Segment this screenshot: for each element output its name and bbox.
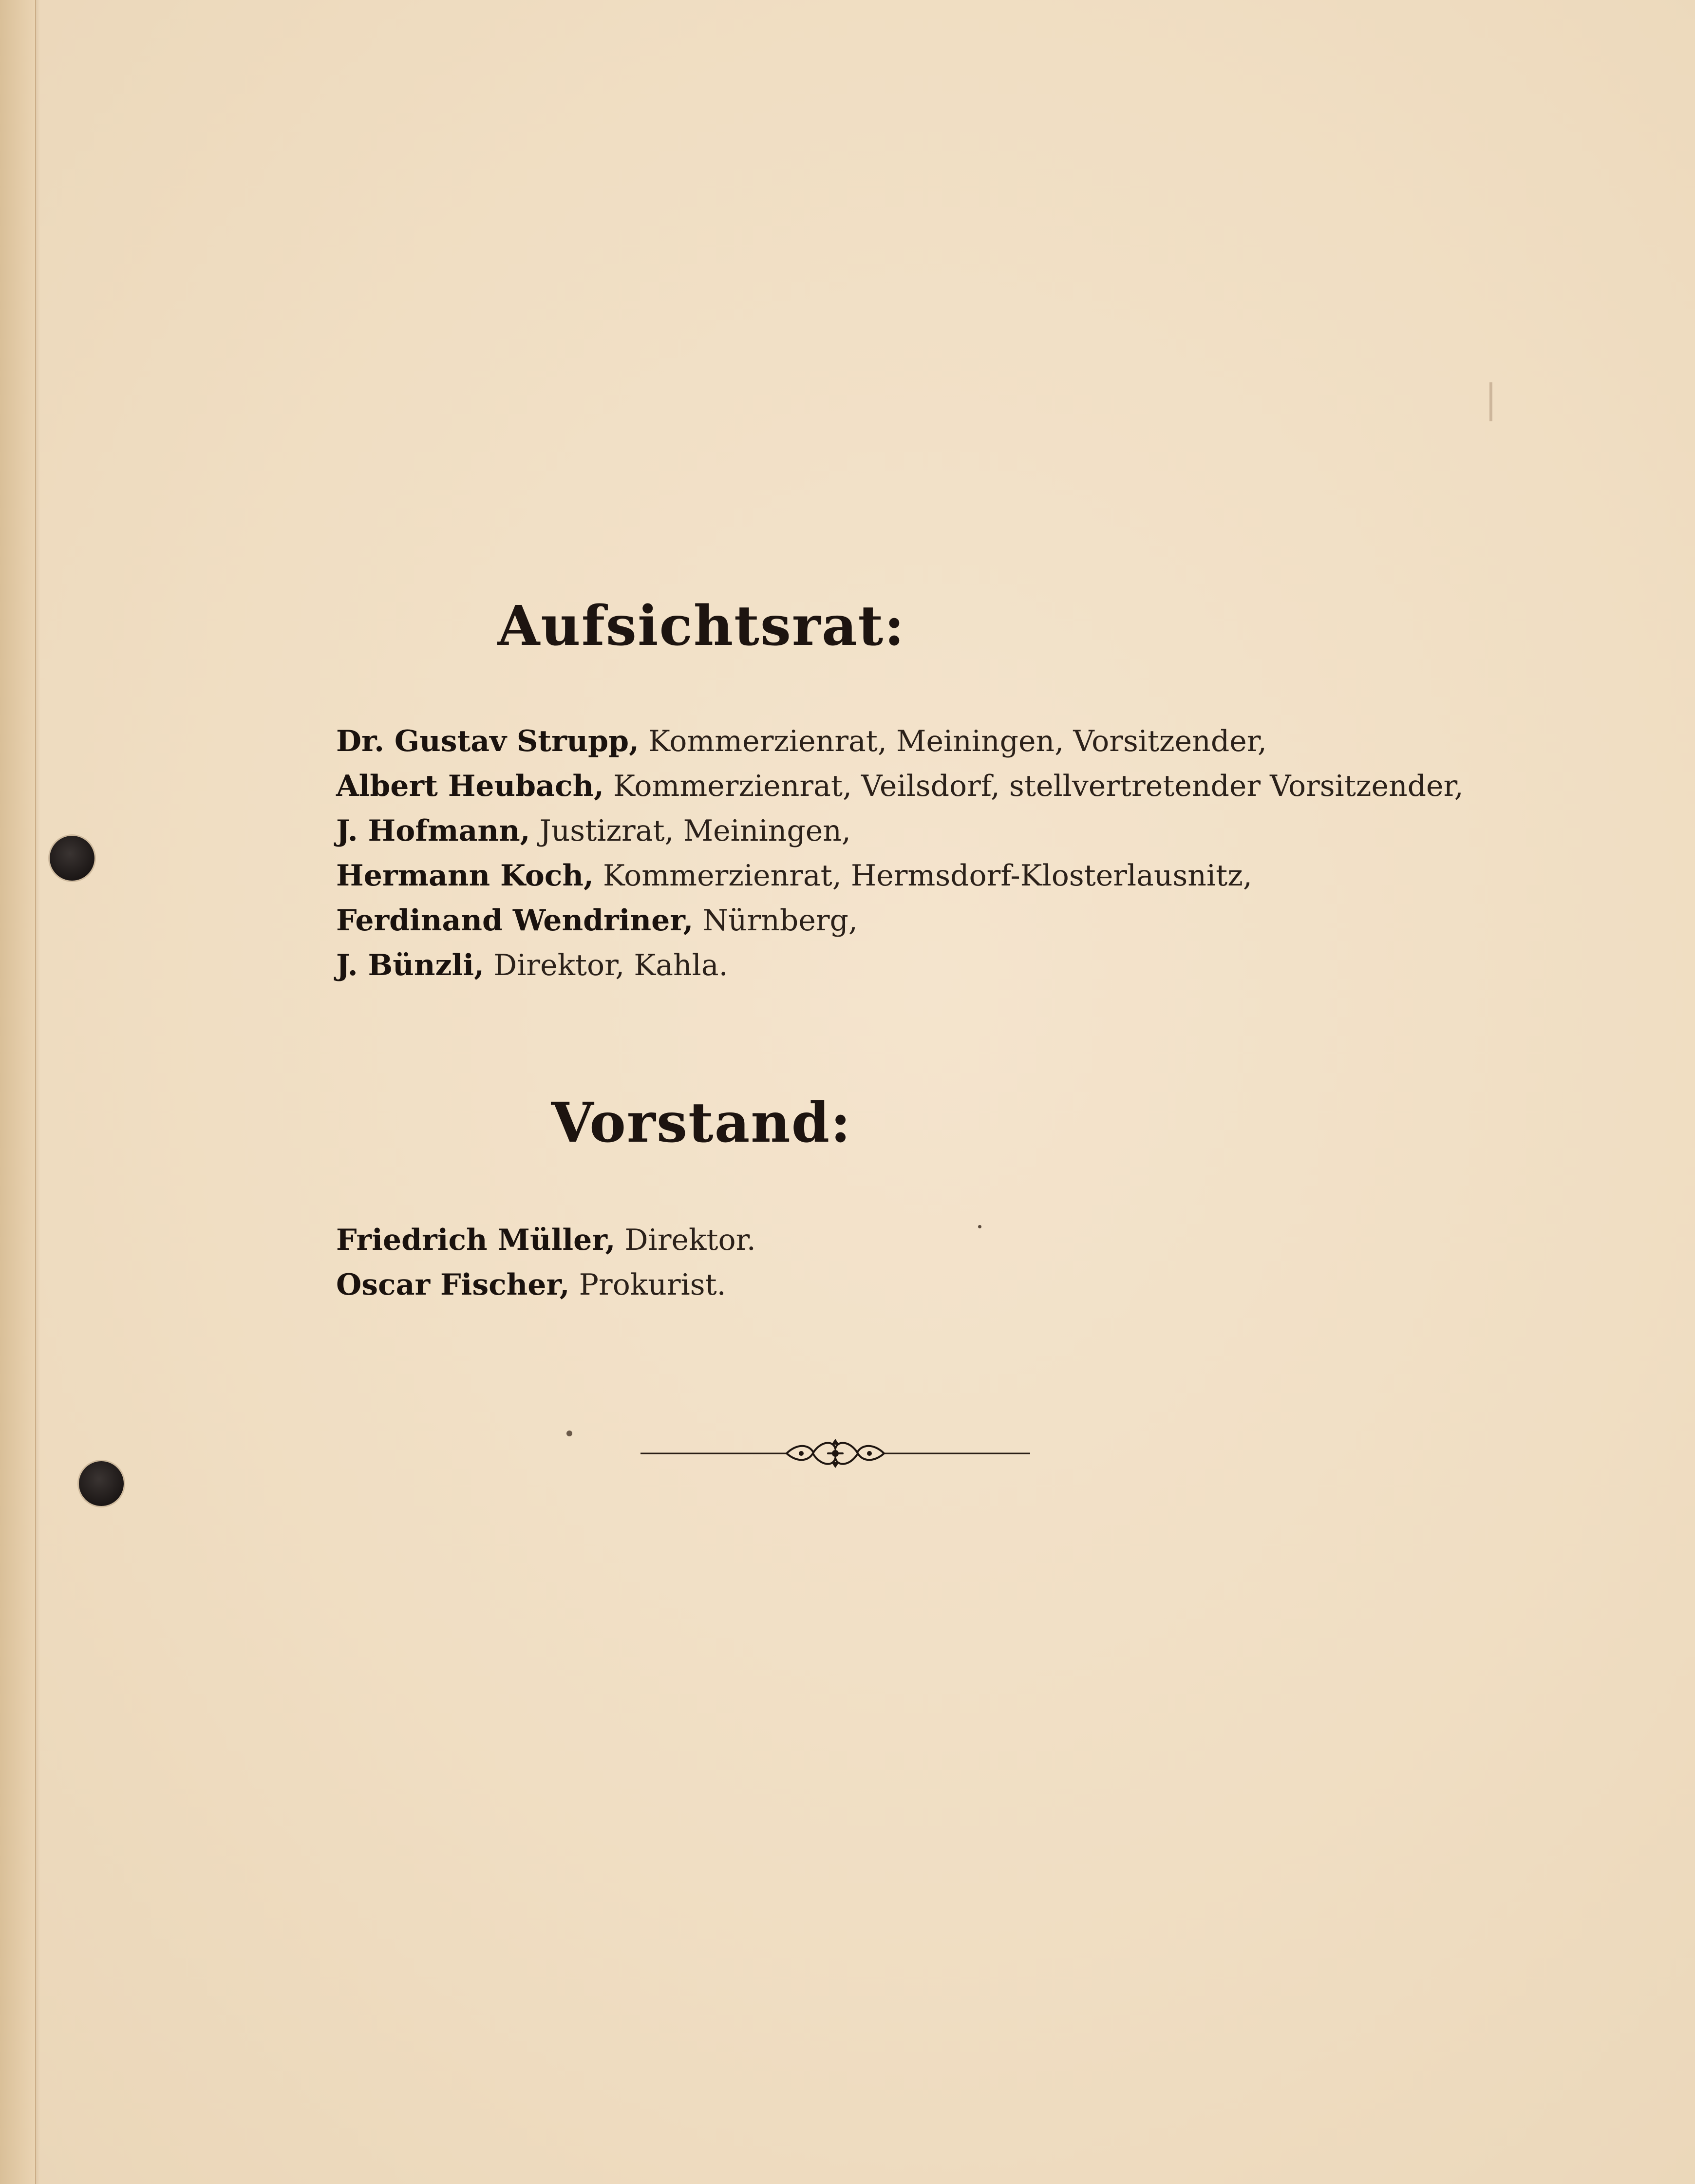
member-name: Albert Heubach, — [336, 769, 604, 803]
ornament-divider — [640, 1434, 1030, 1473]
member-details: Prokurist. — [569, 1268, 726, 1302]
paper-mark — [1489, 382, 1492, 421]
vorstand-heading: Vorstand: — [551, 1091, 852, 1155]
member-entry — [336, 853, 1505, 898]
member-name: Oscar Fischer, — [336, 1268, 570, 1302]
punch-hole-top — [50, 836, 94, 881]
ink-speck — [978, 1225, 981, 1228]
member-name: Dr. Gustav Strupp, — [336, 724, 639, 758]
member-entry — [336, 1262, 1505, 1307]
member-details: Kommerzienrat, Meiningen, Vorsitzender, — [639, 724, 1267, 758]
member-entry — [336, 809, 1505, 853]
member-name: Friedrich Müller, — [336, 1223, 616, 1257]
member-entry — [336, 719, 1505, 764]
member-details: Nürnberg, — [693, 904, 858, 938]
vorstand-member-list — [336, 1218, 1505, 1307]
member-name: J. Hofmann, — [336, 814, 530, 848]
member-details: Kommerzienrat, Hermsdorf-Klosterlausnitz, — [593, 859, 1252, 893]
member-details: Direktor. — [615, 1223, 756, 1257]
member-entry — [336, 898, 1505, 943]
aufsichtsrat-heading: Aufsichtsrat: — [497, 594, 905, 658]
member-name: J. Bünzli, — [336, 948, 485, 982]
aufsichtsrat-member-list — [336, 719, 1505, 988]
member-entry — [336, 764, 1505, 809]
member-details: Direktor, Kahla. — [484, 948, 728, 982]
member-name: Hermann Koch, — [336, 859, 594, 893]
member-entry — [336, 1218, 1505, 1262]
member-details: Justizrat, Meiningen, — [530, 814, 851, 848]
member-details: Kommerzienrat, Veilsdorf, stellvertretender Vorsitzender, — [604, 769, 1464, 803]
ink-speck — [566, 1431, 572, 1436]
member-name: Ferdinand Wendriner, — [336, 904, 694, 938]
punch-hole-bottom — [79, 1461, 124, 1506]
member-entry — [336, 943, 1505, 988]
